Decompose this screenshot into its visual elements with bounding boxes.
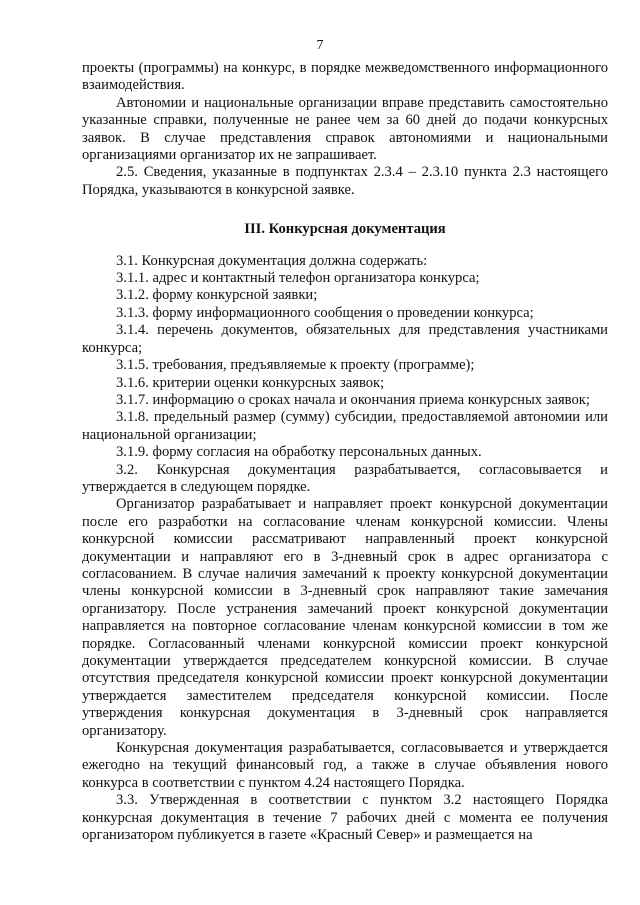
document-body [82,60,608,844]
paragraph-annual-development: Конкурсная документация разрабатывается, согласовывается и утверждается ежегодно на текущий финансовый год, а также в случае объявления нового конкурса в соответствии с пунктом 4.24 настоящего Порядка. [82,740,608,791]
paragraph-3-1-4: 3.1.4. перечень документов, обязательных для представления участниками конкурса; [82,322,608,356]
paragraph-3-1-7: 3.1.7. информацию о сроках начала и окончания приема конкурсных заявок; [116,391,590,408]
paragraph-approval-procedure: Организатор разрабатывает и направляет проект конкурсной документации после его разработки на согласование членам конкурсной комиссии. Члены конкурсной комиссии рассматривают направленный проект конкурсной документации и направляют его в 3-дневный срок в адрес организатора с согласованием. В случае наличия замечаний к проекту конкурсной документации члены конкурсной комиссии в 3-дневный срок направляют такие замечания организатору. После устранения замечаний проект конкурсной документации направляется на повторное согласование членам конкурсной комиссии в том же порядке. Согласованный членами конкурсной комиссии проект конкурсной документации утверждается председателем конкурсной комиссии. В случае отсутствия председателя конкурсной комиссии проект конкурсной документации утверждается заместителем председателя конкурсной комиссии. После утверждения конкурсная документация в 3-дневный срок направляется организатору. [82,496,608,739]
page-number: 7 [316,38,324,53]
section-title: III. Конкурсная документация [244,221,446,238]
paragraph-3-1-3: 3.1.3. форму информационного сообщения о проведении конкурса; [116,304,534,321]
paragraph-3-1-6: 3.1.6. критерии оценки конкурсных заявок; [116,374,385,391]
paragraph-3-1-1: 3.1.1. адрес и контактный телефон организатора конкурса; [116,270,480,287]
paragraph-3-1-2: 3.1.2. форму конкурсной заявки; [116,287,318,304]
paragraph-autonomies: Автономии и национальные организации вправе представить самостоятельно указанные справки, полученные не ранее чем за 60 дней до подачи конкурсных заявок. В случае представления справок автономиями и национальными организациями организатор их не запрашивает. [82,94,608,164]
paragraph-3-1: 3.1. Конкурсная документация должна содержать: [116,252,428,269]
paragraph-3-3: 3.3. Утвержденная в соответствии с пунктом 3.2 настоящего Порядка конкурсная документация в течение 7 рабочих дней с момента ее получения организатором публикуется в газете «Красный Север» и размещается на [82,792,608,844]
paragraph-3-1-5: 3.1.5. требования, предъявляемые к проекту (программе); [116,357,475,374]
paragraph-2-5: 2.5. Сведения, указанные в подпунктах 2.3.4 – 2.3.10 пункта 2.3 настоящего Порядка, указываются в конкурсной заявке. [82,164,608,198]
paragraph-continuation: проекты (программы) на конкурс, в порядке межведомственного информационного взаимодействия. [82,60,608,94]
paragraph-3-2: 3.2. Конкурсная документация разрабатывается, согласовывается и утверждается в следующем порядке. [82,461,608,495]
paragraph-3-1-9: 3.1.9. форму согласия на обработку персональных данных. [116,444,482,461]
paragraph-3-1-8: 3.1.8. предельный размер (сумму) субсидии, предоставляемой автономии или национальной организации; [82,409,608,443]
